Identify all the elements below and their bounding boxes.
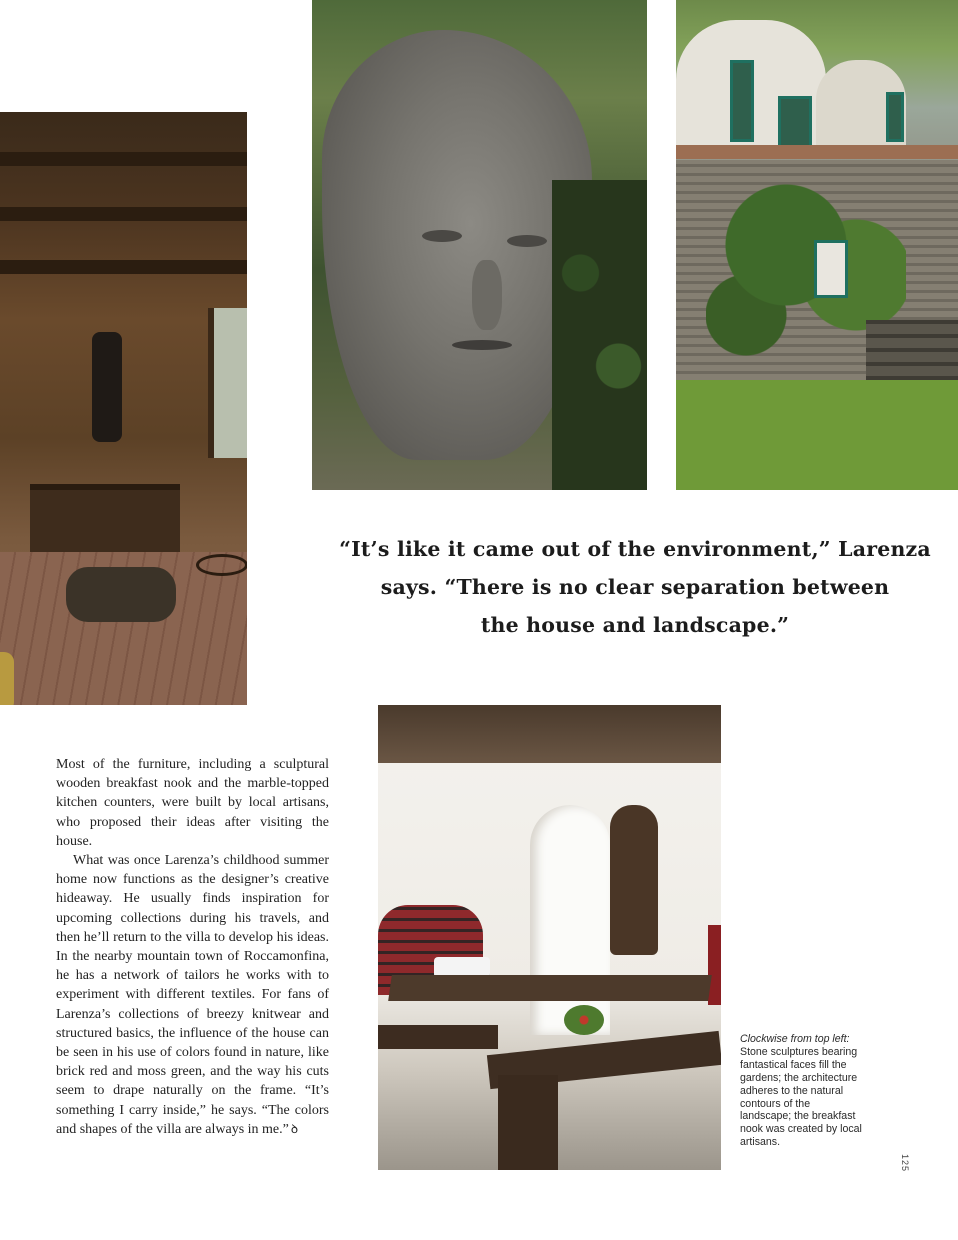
blanket — [0, 652, 14, 705]
wooden-interior-photo — [0, 112, 247, 705]
foliage — [552, 180, 647, 490]
pull-quote — [312, 530, 958, 644]
chair — [196, 554, 247, 576]
stone-eye — [422, 230, 462, 242]
leather-bag — [66, 567, 176, 622]
caption-lead: Clockwise from top left: — [740, 1033, 850, 1045]
villa-window — [886, 92, 904, 142]
article-body — [56, 755, 329, 1139]
stone-face-sculpture-photo — [312, 0, 647, 490]
body-paragraph: Most of the furniture, including a sculptural wooden breakfast nook and the marble-topped kitchen counters, were built by local artisans, who proposed their ideas after visiting the house. — [56, 757, 329, 849]
villa-window — [730, 60, 754, 142]
wooden-chest — [30, 484, 180, 560]
bench-seat — [378, 1025, 498, 1049]
body-paragraph — [56, 851, 329, 1139]
ceiling-beam — [0, 260, 247, 274]
stone-nose — [472, 260, 502, 330]
pull-quote-line: the house and landscape.” — [480, 613, 790, 637]
bench-leg — [498, 1075, 558, 1170]
plaid-bench-back — [708, 925, 721, 1005]
villa-window — [814, 240, 848, 298]
end-mark-icon: ꝺ — [290, 1121, 299, 1136]
stone-mouth — [452, 340, 512, 350]
stone-eye — [507, 235, 547, 247]
hanging-coat — [92, 332, 122, 442]
page-number: 125 — [900, 1154, 910, 1173]
breakfast-nook-photo — [378, 705, 721, 1170]
wood-carving — [610, 805, 658, 955]
ceiling-beam — [0, 152, 247, 166]
ceiling-beam — [378, 705, 721, 763]
caption-text: Stone sculptures bearing fantastical faces fill the gardens; the architecture adheres to the natural contours of the landscape; the breakfast nook was created by local artisans. — [740, 1045, 862, 1149]
wooden-table — [388, 975, 712, 1001]
villa-exterior-photo — [676, 0, 958, 490]
window — [208, 308, 247, 458]
body-paragraph-text: What was once Larenza’s childhood summer home now functions as the designer’s creative hideaway. He usually finds inspiration for upcoming collections during his travels, and then he’ll return to the villa to develop his ideas. In the nearby mountain town of Roccamonfina, he has a network of tailors he works with to experiment with different textiles. For fans of Larenza’s collections of breezy knitwear and structured basics, the influence of the house can be seen in his use of colors found in nature, like brick red and moss green, and the way his cuts seem to drape naturally on the frame. “It’s something I carry inside,” he says. “The colors and shapes of the villa are always in me.” — [56, 853, 329, 1137]
ceiling-beam — [0, 207, 247, 221]
lawn — [676, 380, 958, 490]
pull-quote-line: “It’s like it came out of the environment,” Larenza — [339, 537, 931, 561]
stacked-plates — [434, 957, 490, 977]
flower-pot — [564, 1005, 604, 1035]
villa-window — [778, 96, 812, 148]
photo-caption — [740, 1033, 862, 1149]
pull-quote-line: says. “There is no clear separation between — [380, 575, 890, 599]
tiled-roof — [676, 145, 958, 159]
